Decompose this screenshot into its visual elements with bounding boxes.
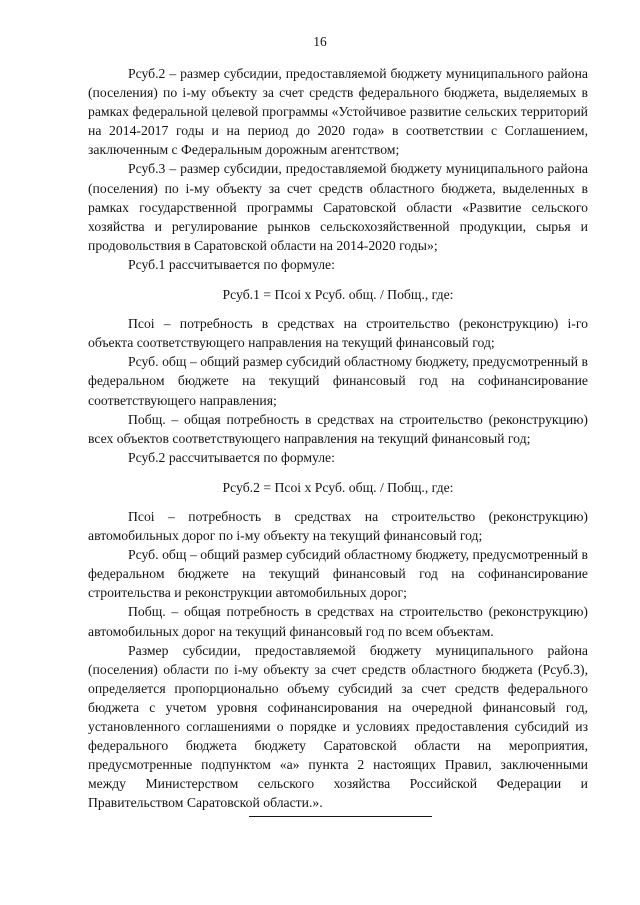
paragraph-psub2-definition: Pсуб.2 – размер субсидии, предоставляемой бюджету муниципального района (поселения) по i-му объекту за счет средств федерального бюджета, выделяемых в рамках федеральной целевой программы «Устойчивое развитие сельских территорий на 2014-2017 годы и на период до 2020 года» в соответствии с Соглашением, заключенным с Федеральным дорожным агентством; — [88, 66, 588, 158]
page-number: 16 — [313, 34, 327, 49]
formula-psub1: Pсуб.1 = Пcoi x Pсуб. общ. / Пoбщ., где: — [222, 287, 454, 303]
paragraph-psub1-intro: Pсуб.1 рассчитывается по формуле: — [128, 256, 335, 272]
document-body — [88, 64, 588, 812]
paragraph-psub3-definition: Pсуб.3 – размер субсидии, предоставляемой бюджету муниципального района (поселения) по i-му объекту за счет средств областного бюджета, выделенных в рамках государственной программы Саратовской области «Развитие сельского хозяйства и регулирование рынков сельскохозяйственной продукции, сырья и продовольствия в Саратовской области на 2014-2020 годы»; — [88, 161, 588, 253]
paragraph-pcoi-definition-1: Пcoi – потребность в средствах на строительство (реконструкцию) i-го объекта соответствующего направления на текущий финансовый год; — [88, 316, 588, 351]
paragraph-ptotal-definition-2: Пoбщ. – общая потребность в средствах на строительство (реконструкцию) автомобильных дорог на текущий финансовый год по всем объектам. — [88, 604, 588, 639]
paragraph-psub2-intro: Pсуб.2 рассчитывается по формуле: — [128, 449, 335, 465]
formula-psub2: Pсуб.2 = Пcoi x Pсуб. общ. / Пoбщ., где: — [222, 479, 454, 495]
paragraph-pcoi-definition-2: Пcoi – потребность в средствах на строительство (реконструкцию) автомобильных дорог по i-му объекту на текущий финансовый год; — [88, 508, 588, 544]
paragraph-psub-total-definition-1: Pсуб. общ – общий размер субсидий областному бюджету, предусмотренный в федеральном бюджете на текущий финансовый год на софинансирование соответствующего направления; — [88, 354, 588, 408]
paragraph-subsidy-size: Размер субсидии, предоставляемой бюджету муниципального района (поселения) области по i-му объекту за счет средств областного бюджета (Pсуб.3), определяется пропорционально объему субсидий за счет средств федерального бюджета с учетом уровня софинансирования на очередной финансовый год, установленного соглашениями о порядке и условиях предоставления субсидий из федерального бюджета бюджету Саратовской области на мероприятия, предусмотренные подпунктом «а» пункта 2 настоящих Правил, заключенными между Министерством сельского хозяйства Российской Федерации и Правительством Саратовской области.». — [88, 642, 588, 811]
end-separator-line — [249, 816, 432, 817]
paragraph-ptotal-definition-1: Пoбщ. – общая потребность в средствах на строительство (реконструкцию) всех объектов соответствующего направления на текущий финансовый год; — [88, 411, 588, 446]
paragraph-psub-total-definition-2: Pсуб. общ – общий размер субсидий областному бюджету, предусмотренный в федеральном бюджете на текущий финансовый год на софинансирование строительства и реконструкции автомобильных дорог; — [88, 547, 588, 601]
